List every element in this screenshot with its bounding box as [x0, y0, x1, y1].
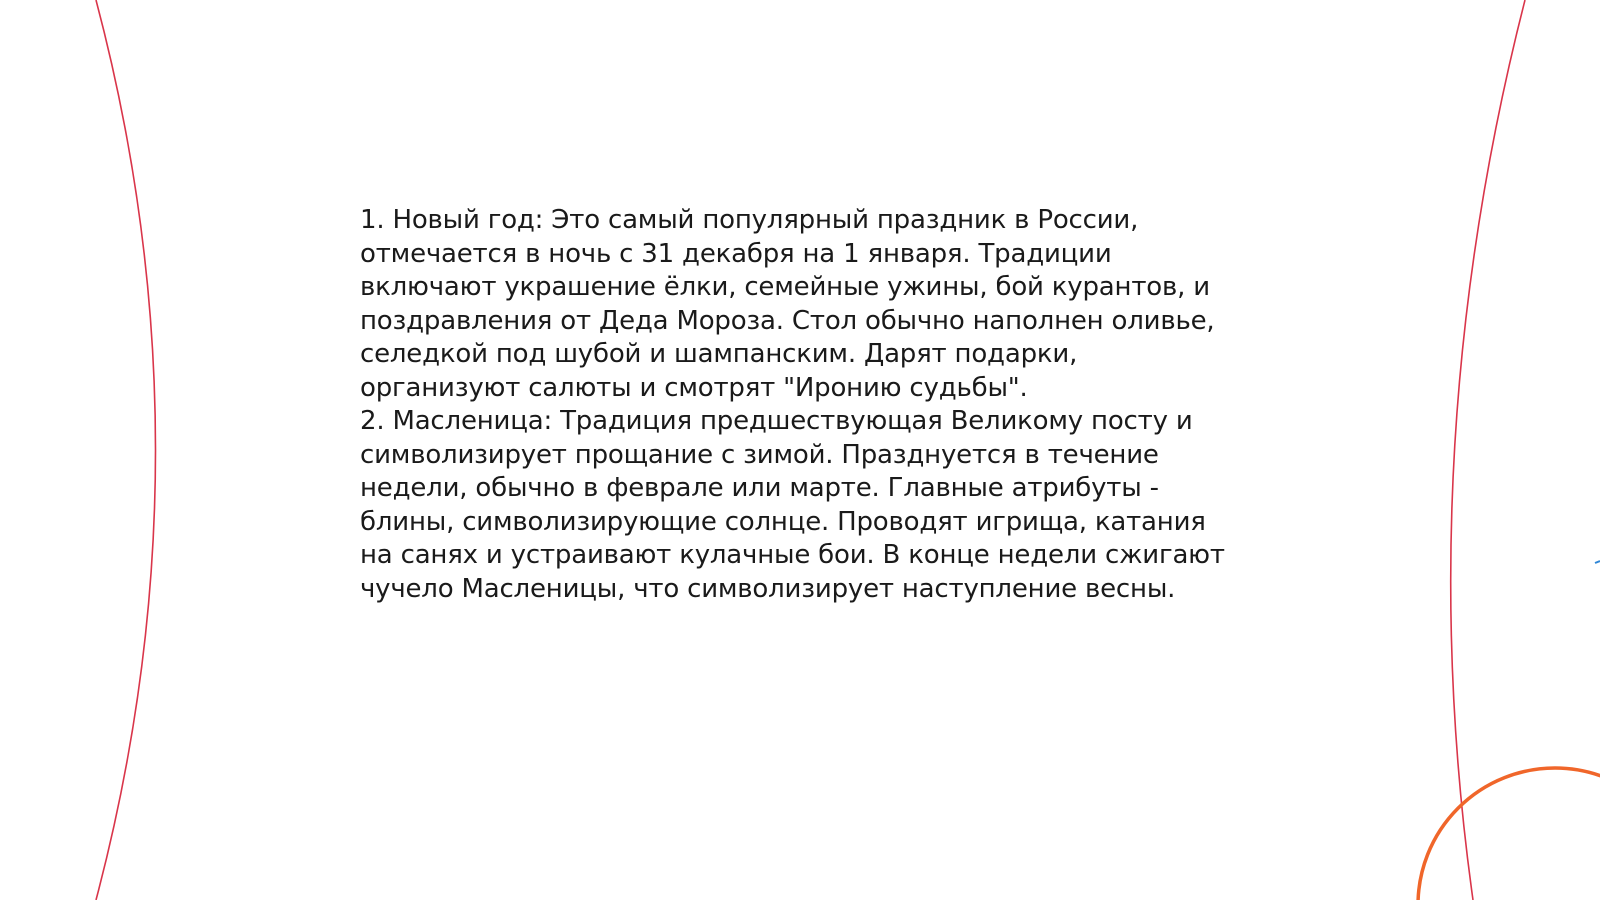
paragraph-maslenitsa: 2. Масленица: Традиция предшествующая Великому посту и символизирует прощание с зимой. Празднуется в течение недели, обычно в феврале или марте. Главные атрибуты - блины, символизирующие солнце. Проводят игрища, катания на санях и устраивают кулачные бои. В конце недели сжигают чучело Масленицы, что символизирует наступление весны.	[360, 406, 1225, 604]
blue-accent-mark	[1595, 561, 1600, 563]
right-curved-line	[1451, 0, 1525, 900]
left-curved-line	[96, 0, 156, 900]
main-text	[360, 204, 1240, 606]
orange-circle-arc	[1418, 768, 1600, 900]
paragraph-new-year: 1. Новый год: Это самый популярный праздник в России, отмечается в ночь с 31 декабря на 1 января. Традиции включают украшение ёлки, семейные ужины, бой курантов, и поздравления от Деда Мороза. Стол обычно наполнен оливье, селедкой под шубой и шампанским. Дарят подарки, организуют салюты и смотрят "Иронию судьбы".	[360, 205, 1215, 403]
